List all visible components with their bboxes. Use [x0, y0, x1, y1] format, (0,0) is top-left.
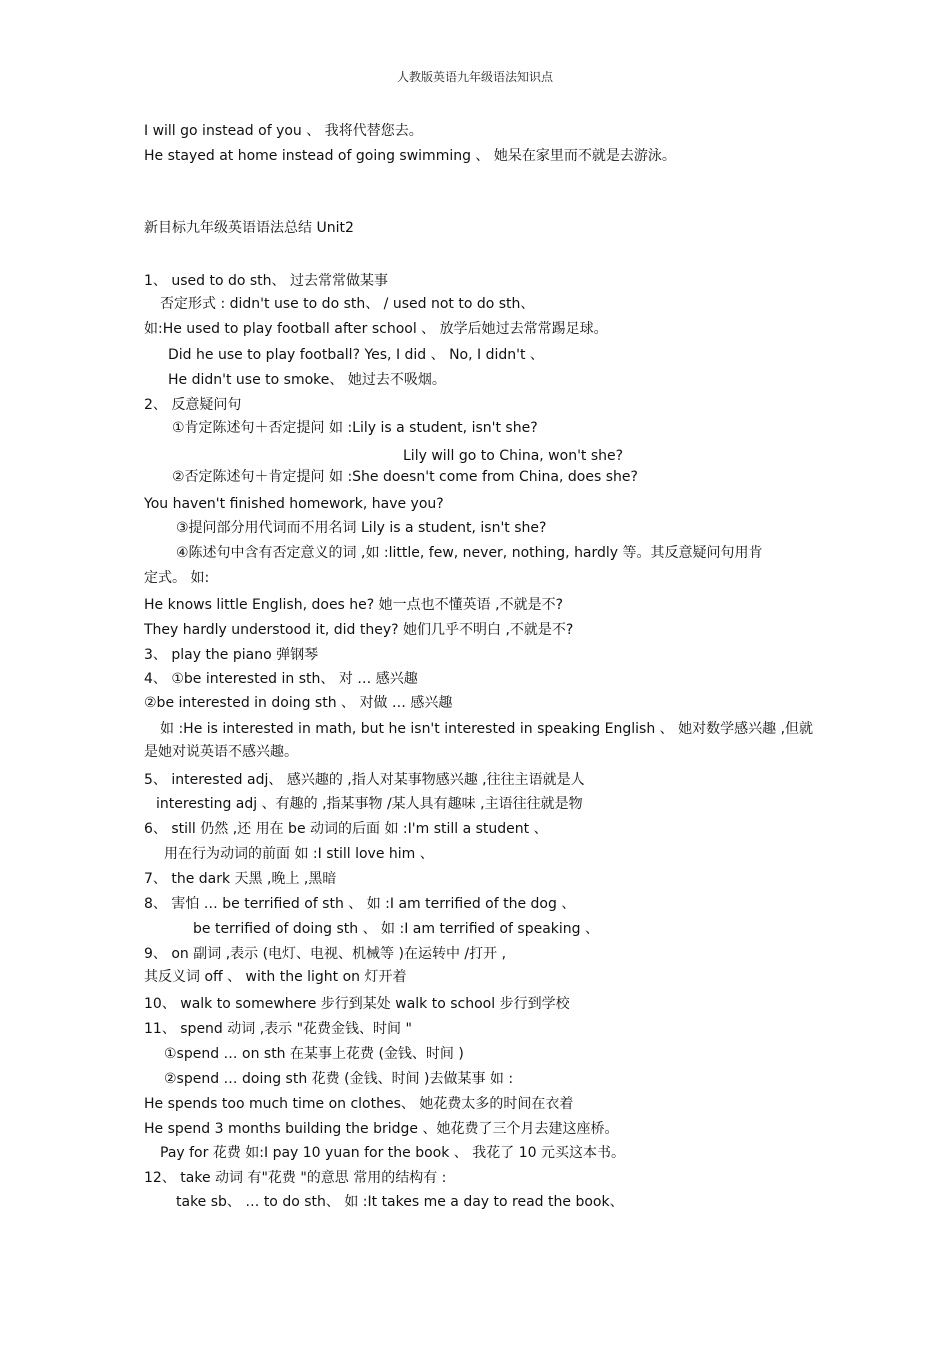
text-line: ③提问部分用代词而不用名词 Lily is a student, isn't she?: [176, 520, 547, 536]
text-line: 用在行为动词的前面 如 :I still love him 、: [164, 846, 434, 862]
text-line: He spend 3 months building the bridge 、她花费了三个月去建这座桥。: [144, 1121, 619, 1137]
text-line: 1、 used to do sth、 过去常常做某事: [144, 273, 388, 289]
text-line: 4、 ①be interested in sth、 对 … 感兴趣: [144, 671, 418, 687]
text-line: 8、 害怕 … be terrified of sth 、 如 :I am terrified of the dog 、: [144, 896, 576, 912]
text-line: 2、 反意疑问句: [144, 397, 242, 413]
text-line: ①spend … on sth 在某事上花费 (金钱、时间 ): [164, 1046, 464, 1062]
text-line: 定式。 如:: [144, 570, 210, 586]
text-line: interesting adj 、有趣的 ,指某事物 /某人具有趣味 ,主语往往就是物: [156, 796, 583, 812]
text-line: You haven't finished homework, have you?: [144, 496, 444, 512]
text-line: 其反义词 off 、 with the light on 灯开着: [144, 969, 407, 985]
text-line: Did he use to play football? Yes, I did 、 No, I didn't 、: [168, 347, 544, 363]
text-line: He spends too much time on clothes、 她花费太多的时间在衣着: [144, 1096, 574, 1112]
text-line: 如:He used to play football after school 、 放学后她过去常常踢足球。: [144, 321, 608, 337]
text-line: He stayed at home instead of going swimming 、 她呆在家里而不就是去游泳。: [144, 148, 676, 164]
text-line: He didn't use to smoke、 她过去不吸烟。: [168, 372, 446, 388]
text-line: ④陈述句中含有否定意义的词 ,如 :little, few, never, nothing, hardly 等。其反意疑问句用肯: [176, 545, 763, 561]
text-line: 11、 spend 动词 ,表示 "花费金钱、时间 ": [144, 1021, 412, 1037]
text-line: Pay for 花费 如:I pay 10 yuan for the book 、 我花了 10 元买这本书。: [160, 1145, 625, 1161]
text-line: 否定形式 : didn't use to do sth、 / used not to do sth、: [160, 296, 535, 312]
text-line: 3、 play the piano 弹钢琴: [144, 647, 319, 663]
text-line: take sb、 … to do sth、 如 :It takes me a day to read the book、: [176, 1194, 624, 1210]
section-title: 新目标九年级英语语法总结 Unit2: [144, 220, 354, 236]
text-line: They hardly understood it, did they? 她们几乎不明白 ,不就是不?: [144, 622, 574, 638]
page-header: 人教版英语九年级语法知识点: [396, 70, 553, 84]
text-line: 7、 the dark 天黑 ,晚上 ,黑暗: [144, 871, 337, 887]
text-line: be terrified of doing sth 、 如 :I am terrified of speaking 、: [193, 921, 599, 937]
text-line: ①肯定陈述句＋否定提问 如 :Lily is a student, isn't she?: [172, 420, 538, 436]
text-line: 如 :He is interested in math, but he isn't interested in speaking English 、 她对数学感兴趣 ,但就: [160, 721, 814, 737]
text-line: 10、 walk to somewhere 步行到某处 walk to school 步行到学校: [144, 996, 570, 1012]
text-line: ②spend … doing sth 花费 (金钱、时间 )去做某事 如 :: [164, 1071, 514, 1087]
text-line: 6、 still 仍然 ,还 用在 be 动词的后面 如 :I'm still a student 、: [144, 821, 548, 837]
text-line: 12、 take 动词 有"花费 "的意思 常用的结构有 :: [144, 1170, 447, 1186]
text-line: ②be interested in doing sth 、 对做 … 感兴趣: [144, 695, 453, 711]
text-line: I will go instead of you 、 我将代替您去。: [144, 123, 423, 139]
text-line: ②否定陈述句＋肯定提问 如 :She doesn't come from China, does she?: [172, 469, 638, 485]
text-line: 5、 interested adj、 感兴趣的 ,指人对某事物感兴趣 ,往往主语就是人: [144, 772, 585, 788]
text-line: 是她对说英语不感兴趣。: [144, 744, 298, 760]
text-line: 9、 on 副词 ,表示 (电灯、电视、机械等 )在运转中 /打开 ,: [144, 946, 507, 962]
text-line: Lily will go to China, won't she?: [403, 448, 624, 464]
text-line: He knows little English, does he? 她一点也不懂英语 ,不就是不?: [144, 597, 564, 613]
